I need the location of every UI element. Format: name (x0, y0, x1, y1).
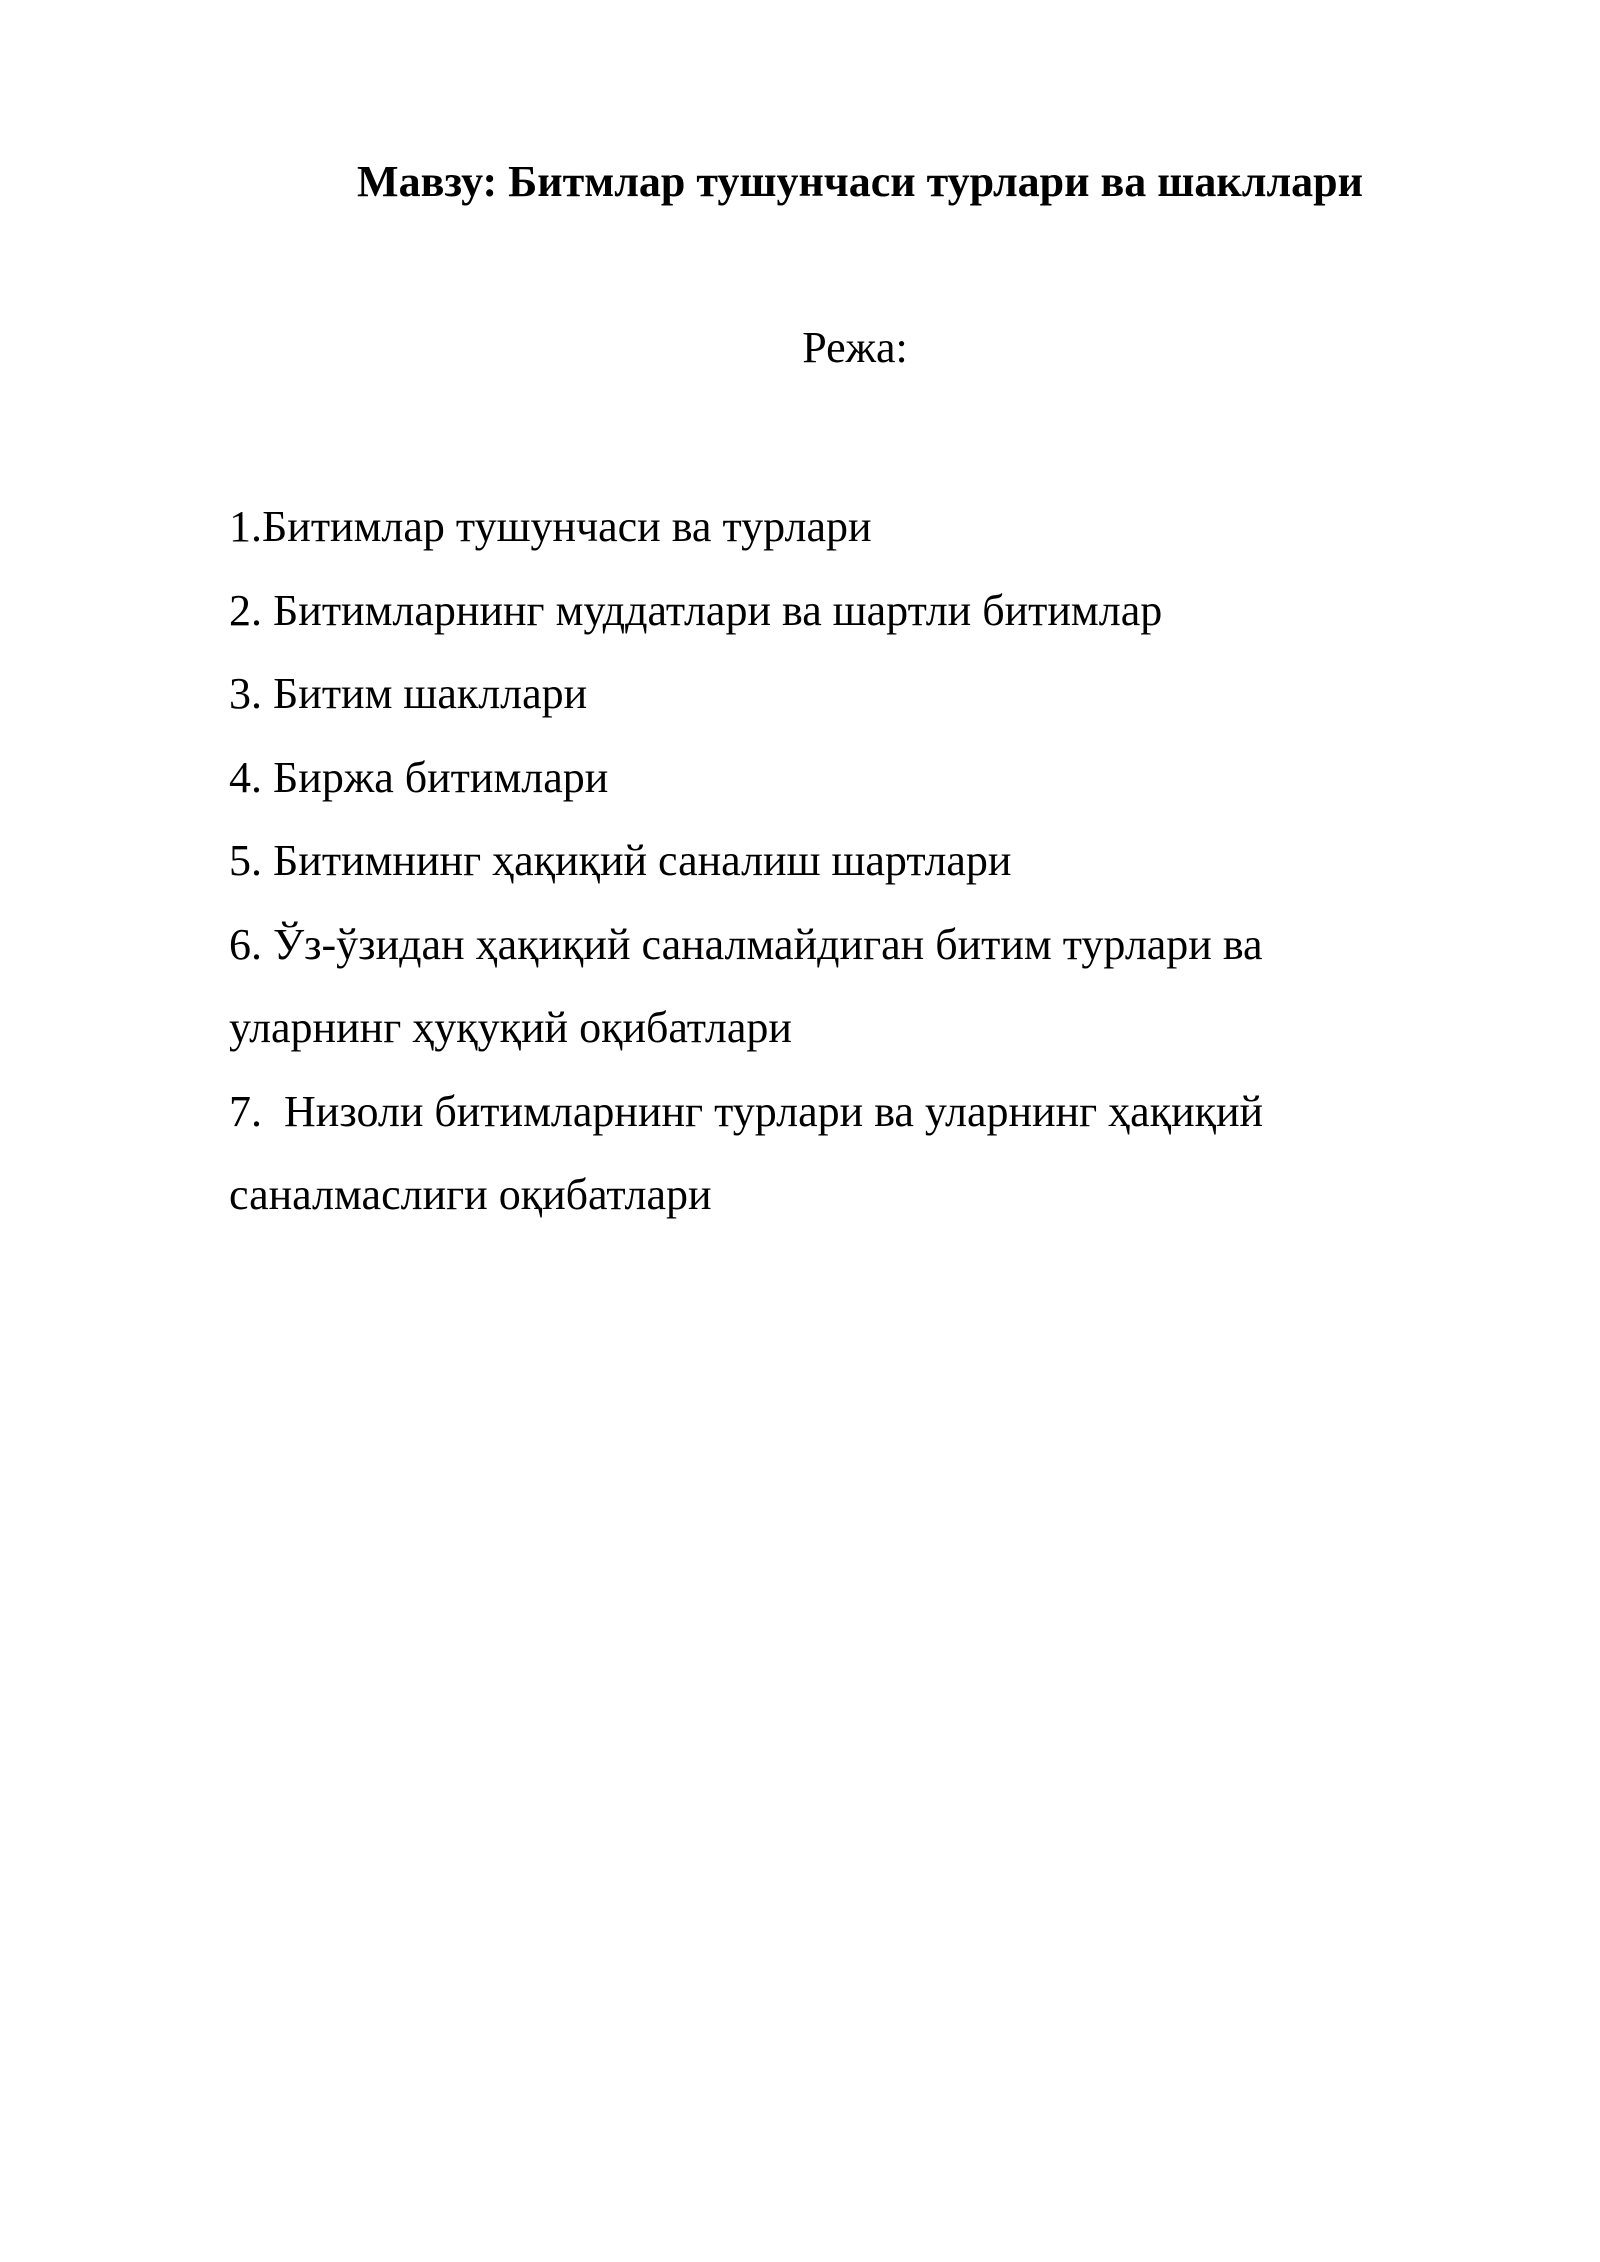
plan-item: 1.Битимлар тушунчаси ва турлари (229, 502, 872, 551)
document-title: Мавзу: Битмлар тушунчаси турлари ва шакллари (357, 157, 1363, 206)
plan-heading: Режа: (802, 323, 908, 372)
plan-item: 4. Биржа битимлари (229, 752, 609, 802)
plan-item: 3. Битим шакллари (229, 669, 588, 718)
plan-item: 2. Битимларнинг муддатлари ва шартли битимлар (229, 585, 1163, 635)
plan-item-continuation: саналмаслиги оқибатлари (229, 1170, 712, 1219)
plan-list (229, 485, 1429, 1237)
plan-item: 7. Низоли битимларнинг турлари ва уларнинг ҳақиқий (229, 1086, 1264, 1136)
plan-item: 6. Ўз-ўзидан ҳақиқий саналмайдиган битим турлари ва (229, 919, 1263, 969)
plan-item-continuation: уларнинг ҳуқуқий оқибатлари (229, 1003, 792, 1052)
plan-item: 5. Битимнинг ҳақиқий саналиш шартлари (229, 836, 1012, 885)
